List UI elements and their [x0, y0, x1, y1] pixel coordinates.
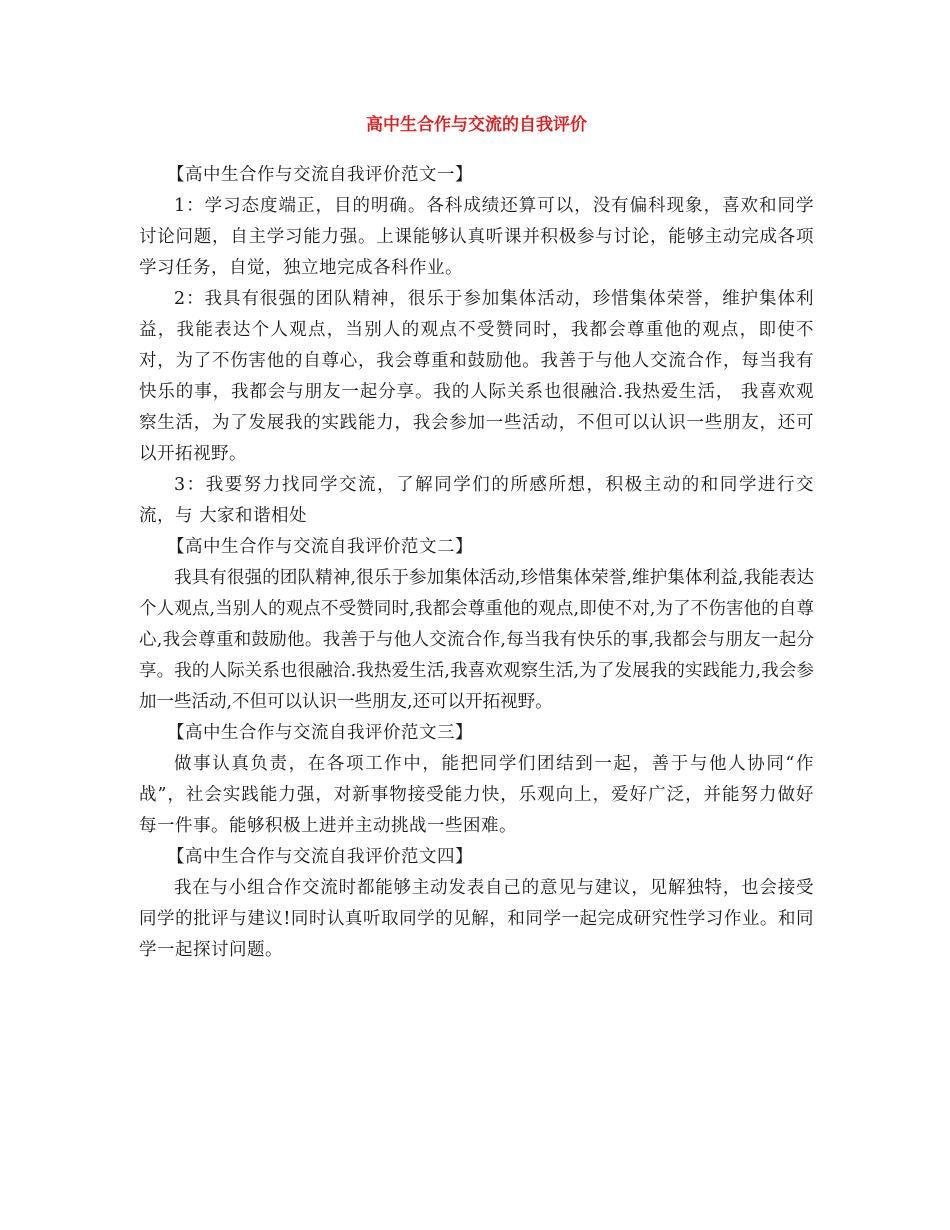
paragraph-1: 1：学习态度端正，目的明确。各科成绩还算可以，没有偏科现象，喜欢和同学讨论问题，自主学习能力强。上课能够认真听课并积极参与讨论，能够主动完成各项学习任务，自觉，独立地完成各科作业。 [139, 196, 814, 278]
section-heading-4: 【高中生合作与交流自我评价范文四】 [167, 847, 473, 867]
paragraph-3: 3：我要努力找同学交流，了解同学们的所感所想，积极主动的和同学进行交流，与 大家和谐相处 [139, 475, 814, 526]
paragraph-2: 2：我具有很强的团队精神，很乐于参加集体活动，珍惜集体荣誉，维护集体利益，我能表达个人观点，当别人的观点不受赞同时，我都会尊重他的观点，即使不对，为了不伤害他的自尊心，我会尊重和鼓励他。我善于与他人交流合作，每当我有快乐的事，我都会与朋友一起分享。我的人际关系也很融洽.我热爱生活， 我喜欢观察生活，为了发展我的实践能力，我会参加一些活动，不但可以认识一些朋友，还可以开拓视野。 [139, 289, 814, 464]
section-heading-1: 【高中生合作与交流自我评价范文一】 [167, 165, 473, 185]
paragraph-6: 我在与小组合作交流时都能够主动发表自己的意见与建议，见解独特，也会接受同学的批评与建议!同时认真听取同学的见解，和同学一起完成研究性学习作业。和同学一起探讨问题。 [139, 878, 814, 960]
document-page [139, 112, 814, 966]
paragraph-4: 我具有很强的团队精神,很乐于参加集体活动,珍惜集体荣誉,维护集体利益,我能表达个人观点,当别人的观点不受赞同时,我都会尊重他的观点,即使不对,为了不伤害他的自尊心,我会尊重和鼓励他。我善于与他人交流合作,每当我有快乐的事,我都会与朋友一起分享。我的人际关系也很融洽.我热爱生活,我喜欢观察生活,为了发展我的实践能力,我会参加一些活动,不但可以认识一些朋友,还可以开拓视野。 [139, 568, 814, 712]
section-heading-2: 【高中生合作与交流自我评价范文二】 [167, 537, 473, 557]
paragraph-5: 做事认真负责，在各项工作中，能把同学们团结到一起，善于与他人协同“作战”，社会实践能力强，对新事物接受能力快，乐观向上，爱好广泛，并能努力做好每一件事。能够积极上进并主动挑战一些困难。 [139, 754, 814, 836]
section-heading-3: 【高中生合作与交流自我评价范文三】 [167, 723, 473, 743]
document-title: 高中生合作与交流的自我评价 [366, 115, 587, 135]
